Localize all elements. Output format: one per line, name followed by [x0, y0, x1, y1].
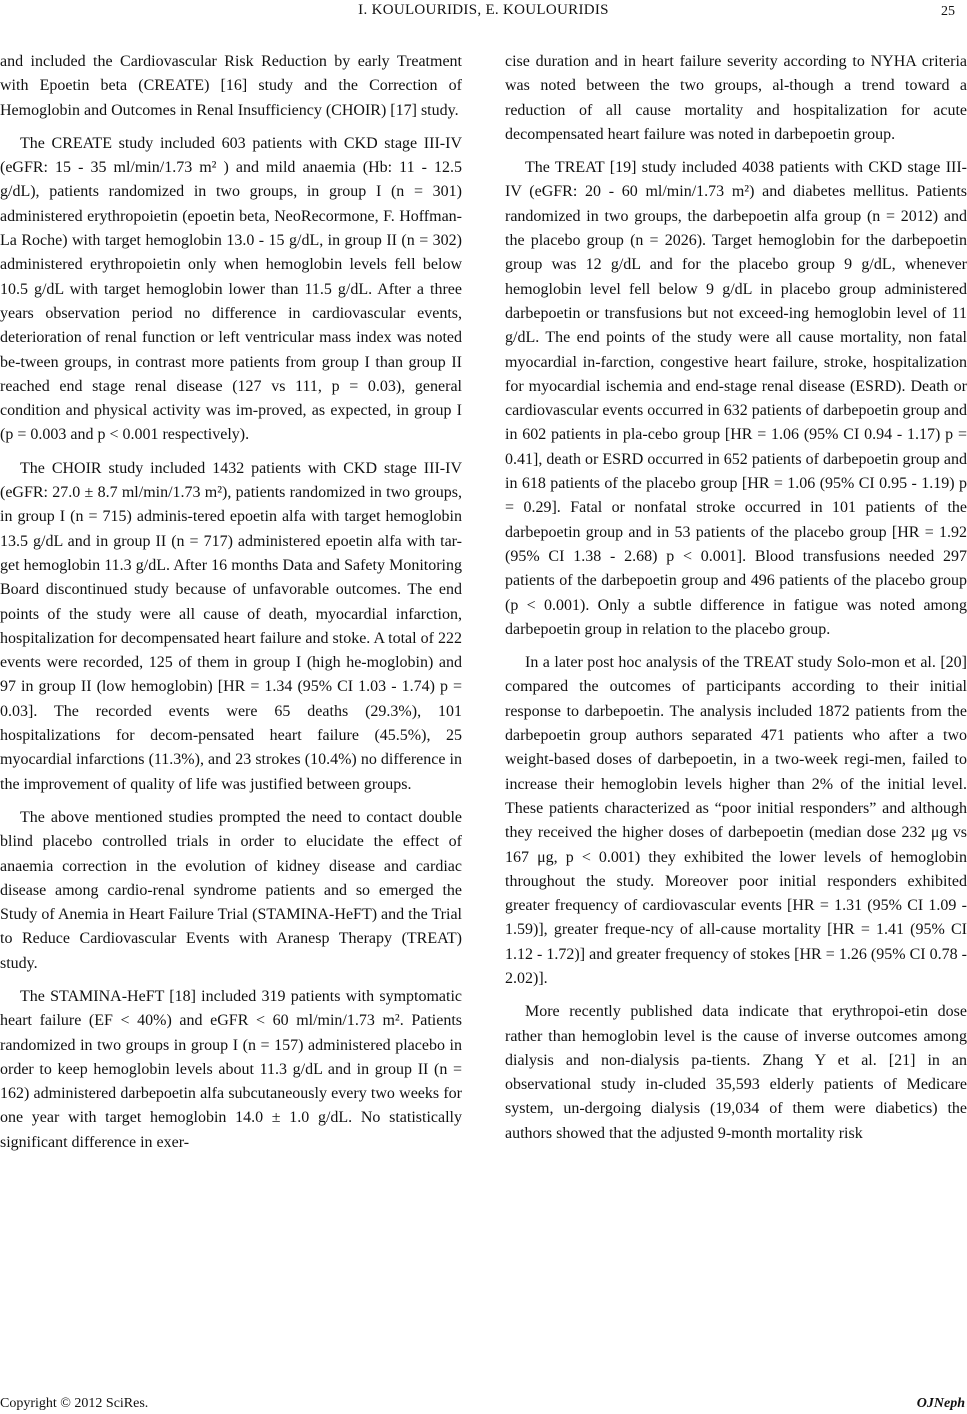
paragraph: More recently published data indicate that erythropoi-etin dose rather than hemoglobin level is the cause of inverse outcomes among dialysis and non-dialysis pa-tients. Zhang Y et al. [21] in an observational study in-cluded 35,593 elderly patients of Medicare system, un-dergoing dialysis (19,034 of them were diabetics) the authors showed that the adjusted 9-month mortality risk — [505, 1003, 967, 1142]
paragraph: The CHOIR study included 1432 patients with CKD stage III-IV (eGFR: 27.0 ± 8.7 ml/min/1.73 m²), patients randomized in two groups, in group I (n = 715) adminis-tered epoetin alfa with target hemoglobin 13.5 g/dL and in group II (n = 717) administered epoetin alfa with tar-get hemoglobin 11.3 g/dL. After 16 months Data and Safety Monitoring Board discontinued study because of unfavorable outcomes. The end points of the study were all cause of death, myocardial infarction, hospitalization for decompensated heart failure and stoke. A total of 222 events were recorded, 125 of them in group I (high he-moglobin) and 97 in group II (low hemoglobin) [HR = 1.34 (95% CI 1.03 - 1.74) p = 0.03]. The recorded events were 65 deaths (29.3%), 101 hospitalizations for decom-pensated heart failure (45.5%), 25 myocardial infarctions (11.3%), and 23 strokes (10.4%) no difference in the improvement of quality of life was justified between groups. — [0, 459, 462, 793]
paragraph: and included the Cardiovascular Risk Reduction by early Treatment with Epoetin beta (CREATE) [16] study and the Correction of Hemoglobin and Outcomes in Renal Insufficiency (CHOIR) [17] study. — [0, 53, 462, 119]
paragraph: The above mentioned studies prompted the need to contact double blind placebo controlled trials in order to elucidate the effect of anaemia correction in the evolution of kidney disease and cardiac disease among cardio-renal syndrome patients and so emerged the Study of Anemia in Heart Failure Trial (STAMINA-HeFT) and the Trial to Reduce Cardiovascular Events with Aranesp Therapy (TREAT) study. — [0, 808, 462, 972]
paragraph: The CREATE study included 603 patients with CKD stage III-IV (eGFR: 15 - 35 ml/min/1.73 m² ) and mild anaemia (Hb: 11 - 12.5 g/dL), patients randomized in two groups, in group I (n = 301) administered erythropoietin (epoetin beta, NeoRecormone, F. Hoffman-La Roche) with target hemoglobin 13.0 - 15 g/dL, in group II (n = 302) administered erythropoietin only when hemoglobin levels fell below 10.5 g/dL with target hemoglobin lower than 11.5 g/dL. After a three years observation period no difference in cardiovascular events, deterioration of renal function or left ventricular mass index was noted be-tween groups, in contrast more patients from group I than group II reached end stage renal disease (127 vs 111, p = 0.03), general condition and physical activity was im-proved, as expected, in group I (p = 0.003 and p < 0.001 respectively). — [0, 134, 462, 444]
paragraph: The STAMINA-HeFT [18] included 319 patients with symptomatic heart failure (EF < 40%) and eGFR < 60 ml/min/1.73 m². Patients randomized in two groups in group I (n = 157) administered placebo in order to keep hemoglobin levels about 11.3 g/dL and in group II (n = 162) administered darbepoetin alfa subcutaneously every two weeks for one year with target hemoglobin 14.0 ± 1.0 g/dL. No statistically significant difference in exer- — [0, 987, 462, 1151]
paragraph: In a later post hoc analysis of the TREAT study Solo-mon et al. [20] compared the outcomes of participants according to their initial response to darbepoetin. The analysis included 1872 patients from the darbepoetin group authors separated 471 patients who after a two weight-based doses of darbepoetin, in a two-week regi-men, failed to increase their hemoglobin levels higher than 2% of the initial level. These patients characterized as “poor initial responders” and although they received the higher doses of darbepoetin (median dose 232 μg vs 167 μg, p < 0.001) they exhibited the lower levels of hemoglobin throughout the study. Moreover poor initial responders exhibited greater frequency of cardiovascular events [HR = 1.31 (95% CI 1.09 - 1.59)], greater freque-ncy of all-cause mortality [HR = 1.41 (95% CI 1.12 - 1.72)] and greater frequency of stokes [HR = 1.26 (95% CI 0.78 - 2.02)]. — [505, 654, 967, 987]
page-number: 25 — [941, 4, 955, 19]
footer-journal: OJNeph — [916, 1396, 965, 1411]
paragraph: cise duration and in heart failure severity according to NYHA criteria was noted between the two groups, al-though a trend toward a reduction of all cause mortality and hospitalization for acute decompensated heart failure was noted in darbepoetin group. — [505, 53, 967, 143]
running-header-authors: I. KOULOURIDIS, E. KOULOURIDIS — [358, 2, 609, 18]
left-column — [0, 50, 462, 1164]
footer-copyright: Copyright © 2012 SciRes. — [0, 1396, 149, 1411]
right-column — [505, 50, 967, 1155]
paragraph: The TREAT [19] study included 4038 patients with CKD stage III-IV (eGFR: 20 - 60 ml/min/1.73 m²) and diabetes mellitus. Patients randomized in two groups, the darbepoetin alfa group (n = 2012) and the placebo group (n = 2026). Target hemoglobin for the darbepoetin group was 12 g/dL and for the placebo group 9 g/dL, whenever hemoglobin level fell below 9 g/dL in placebo group administered darbepoetin or transfusions but not exceed-ing hemoglobin level of 11 g/dL. The end points of the study were all cause mortality, non fatal myocardial in-farction, congestive heart failure, stroke, hospitalization for myocardial ischemia and end-stage renal disease (ESRD). Death or cardiovascular events occurred in 632 patients of darbepoetin group and in 602 patients in pla-cebo group [HR = 1.06 (95% CI 0.94 - 1.17) p = 0.41], death or ESRD occurred in 652 patients of darbepoetin group and in 618 patients of the placebo group [HR = 1.06 (95% CI 0.95 - 1.19) p = 0.29]. Fatal or nonfatal stroke occurred in 101 patients of the darbepoetin group and in 53 patients of the placebo group [HR = 1.92 (95% CI 1.38 - 2.68) p < 0.001]. Blood transfusions needed 297 patients of the darbepoetin group and 496 patients of the placebo group (p < 0.001). Only a subtle difference in fatigue was noted among darbepoetin group in relation to the placebo group. — [505, 159, 967, 638]
